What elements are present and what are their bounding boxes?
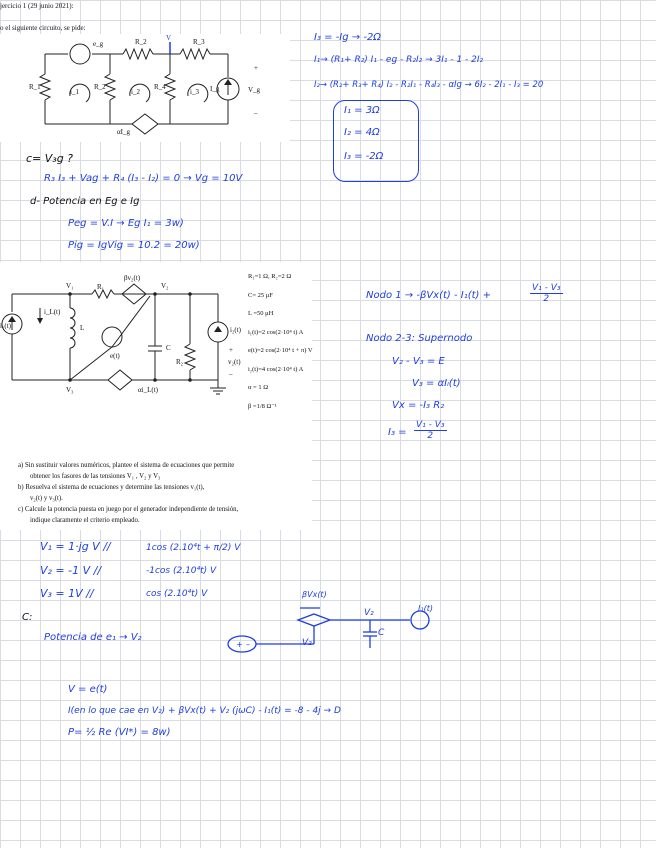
question-a-cont: obtener los fasores de las tensiones V₁ , V₂ y V₃ (30, 473, 161, 480)
circuit2-label: e(t) (110, 352, 120, 360)
circuit1-label: I_g (210, 85, 220, 93)
circuit2-label: R₁ (97, 283, 105, 291)
result-i1: I₁ = 3Ω (344, 105, 380, 116)
note-node-1-fraction (530, 283, 563, 304)
question-b-cont: v₂(t) y v₃(t). (30, 495, 63, 502)
fraction-denominator: 2 (543, 294, 550, 304)
note-c-equation: R₃ I₃ + Vag + R₄ (I₃ - I₂) = 0 → Vg = 10V (44, 173, 243, 184)
circuit1-label: e_g (93, 40, 104, 48)
result-i3: I₃ = -2Ω (344, 151, 384, 162)
svg-text:–: – (246, 640, 250, 649)
circuit2-label: + (229, 346, 233, 354)
circuit-1-diagram (0, 34, 290, 142)
circuit-2-parameters (248, 268, 313, 416)
circuit2-label: L (80, 324, 85, 332)
fraction-denominator: 2 (427, 431, 434, 441)
question-c-cont: indique claramente el criterio empleado. (30, 517, 140, 524)
result-i2: I₂ = 4Ω (344, 127, 380, 138)
answer-ve: V = e(t) (68, 684, 108, 695)
circuit2-label: V₁ (66, 282, 74, 290)
circuit-2-panel (0, 262, 312, 530)
note-d-pig: Pig = IgVig = 10.2 = 20w) (68, 240, 200, 251)
question-a: a) Sin sustituir valores numéricos, plantee el sistema de ecuaciones que permite (18, 462, 235, 469)
answer-c-line: Potencia de e₁ → V₂ (44, 632, 142, 643)
circuit1-label: R_2 (94, 83, 106, 91)
circuit2-label: v₂(t) (228, 358, 241, 366)
fraction-numerator: V₁ - V₃ (416, 420, 445, 430)
note-i3-lhs: I₃ = (388, 427, 407, 438)
circuit2-label: – (229, 370, 233, 378)
note-i3: I₃ = -Ig → -2Ω (314, 32, 381, 43)
note-d-question: d- Potencia en Eg e Ig (30, 196, 140, 207)
results-box (333, 100, 419, 182)
sketch-label-right: I₁(t) (418, 604, 433, 613)
note-mesh-i2: I₂→ (R₂+ R₃+ R₄) I₂ - R₂I₁ - R₄I₃ - αIg → 6I₂ - 2I₁ - I₃ = 20 (314, 80, 544, 90)
fraction-numerator: V₁ - V₃ (532, 283, 561, 293)
svg-text:+: + (236, 640, 243, 649)
sketch-label-left: βVx(t) (302, 590, 327, 599)
circuit2-label: αi_L(t) (138, 386, 158, 394)
note-d-peg: Peg = V.I → Eg I₁ = 3w) (68, 218, 184, 229)
answer-v1: V₁ = 1·jg V ∕∕ (40, 540, 111, 553)
circuit1-label: + (254, 64, 258, 72)
circuit1-label: i_3 (190, 88, 199, 96)
note-c-question: c= V₃g ? (26, 152, 74, 165)
answer-current: I(en lo que cae en V₂) + βVx(t) + V₂ (jωC) - I₁(t) = -8 - 4j → D (68, 706, 341, 716)
param: i₁(t)=2 cos(2·10⁴ t) A (248, 328, 304, 336)
circuit2-label: C (166, 344, 171, 352)
answer-v2: V₂ = -1 V ∕∕ (40, 564, 102, 577)
circuit1-label: R_4 (154, 83, 166, 91)
circuit1-label: αI_g (117, 128, 130, 136)
param: C= 25 μF (248, 291, 273, 299)
circuit1-label: i_2 (131, 88, 140, 96)
question-b: b) Resuelva el sistema de ecuaciones y determine las tensiones v₁(t), (18, 484, 205, 491)
note-v2-v3: V₂ - V₃ = E (392, 356, 445, 367)
circuit1-label: R_2 (135, 38, 147, 46)
param: R₁=1 Ω, R₂=2 Ω (248, 273, 292, 280)
circuit1-label: R_3 (193, 38, 205, 46)
circuit1-label: V_g (248, 86, 261, 94)
note-supernode: Nodo 2-3: Supernodo (366, 333, 473, 344)
circuit2-label: V₃ (66, 386, 74, 394)
questions (18, 460, 238, 526)
circuit1-label: – (254, 109, 258, 117)
answer-v3: V₃ = 1V ∕∕ (40, 587, 94, 600)
circuit1-label: R_1 (29, 83, 41, 91)
circuit2-label: i₁(t) (0, 322, 11, 330)
circuit2-label: V₂ (161, 282, 169, 290)
circuit2-label: R₂ (176, 358, 184, 366)
sketch-label-v2-top: V₂ (364, 608, 374, 618)
exercise-title: jercicio 1 (29 junio 2021): (0, 2, 74, 10)
param: e(t)=2 cos(2·10⁴ t + π) V (248, 347, 313, 354)
sketch-label-v2: V₂ (302, 638, 312, 648)
circuit1-label: i_1 (70, 88, 79, 96)
param: β =1/8 Ω⁻¹ (248, 402, 277, 410)
note-mesh-i1: I₁→ (R₁+ R₂) I₁ - eg - R₂I₂ → 3I₁ - 1 - 2I₂ (314, 55, 484, 65)
note-v3: V₃ = αIₗ(t) (412, 378, 461, 389)
circuit2-label: i₂(t) (230, 326, 241, 334)
circuit2-label: i_L(t) (44, 308, 61, 316)
param: L =50 μH (248, 310, 274, 317)
answer-v1-time: 1cos (2.10⁴t + π/2) V (146, 543, 241, 553)
exercise-intro: o el siguiente circuito, se pide: (0, 24, 86, 32)
circuit1-label: V (166, 34, 172, 42)
answer-power: P= ½ Re (VI*) = 8w) (68, 727, 171, 738)
power-sketch (220, 590, 450, 660)
answer-v2-time: -1cos (2.10⁴t) V (146, 566, 217, 576)
note-i3-fraction (414, 420, 447, 441)
answer-c-label: C: (22, 612, 33, 623)
circuit-1-panel (0, 34, 290, 142)
sketch-label-c: C (378, 628, 385, 638)
param: α = 1 Ω (248, 384, 269, 391)
note-vx: Vx = -I₃ R₂ (392, 400, 445, 411)
param: i₂(t)=4 cos(2·10⁴ t) A (248, 365, 304, 373)
note-node-1: Nodo 1 → -βVx(t) - I₁(t) + (366, 290, 492, 301)
answer-v3-time: cos (2.10⁴t) V (146, 589, 208, 599)
question-c: c) Calcule la potencia puesta en juego por el generador independiente de tensión, (18, 506, 239, 513)
circuit2-label: βv₂(t) (124, 274, 141, 282)
